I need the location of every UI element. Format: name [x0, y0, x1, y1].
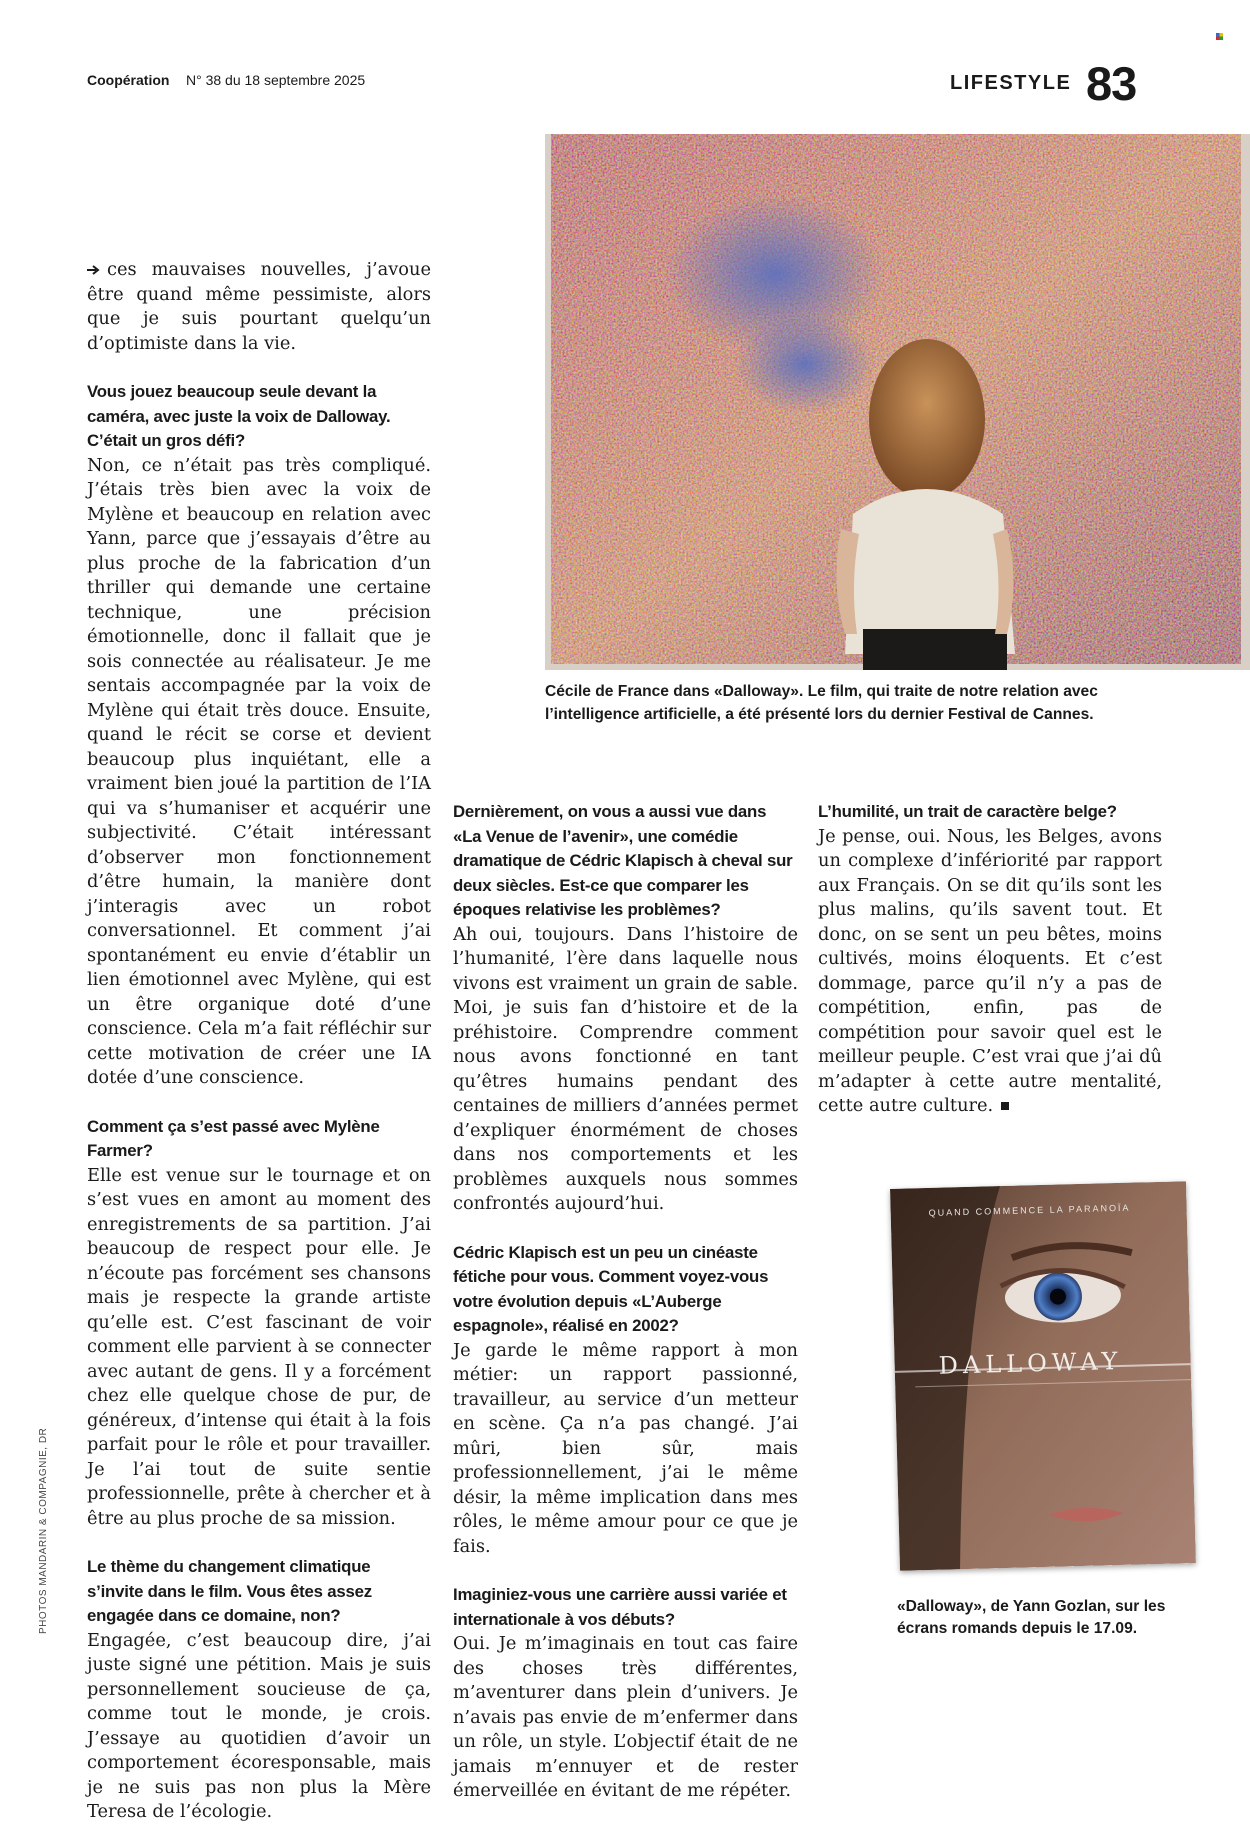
- article-column-1: [87, 258, 431, 1825]
- paragraph-text: ces mauvaises nouvelles, j’avoue être quand même pessimiste, alors que je suis pourtant quelqu’un d’optimiste dans la vie.: [87, 259, 431, 354]
- interview-question: Imaginiez-vous une carrière aussi variée et internationale à vos débuts?: [453, 1585, 787, 1629]
- interview-question: L’humilité, un trait de caractère belge?: [818, 802, 1117, 821]
- interview-answer: [818, 825, 1162, 1119]
- page-number: 83: [1086, 57, 1137, 110]
- interview-answer: Elle est venue sur le tournage et on s’est vues en amont au moment des enregistrements de sa partition. J’ai beaucoup de respect pour elle. Je n’écoute pas forcément ses chansons mais je respecte la grande artiste qu’elle est. C’est fascinant de voir comment elle parvient à se connecter avec autant de gens. Il y a forcément chez elle quelque chose de pur, de généreux, d’intense qui était à la fois parfait pour le rôle et pour travailler. Je l’ai tout de suite sentie professionnelle, prête à chercher et à être au plus proche de sa mission.: [87, 1164, 431, 1529]
- answer-text: Je pense, oui. Nous, les Belges, avons un complexe d’infériorité par rapport aux Français. On se dit qu’ils sont les plus malins, qu’ils savent tout. Et donc, on se sent un peu bêtes, moins cultivés, moins éloquents. Et c’est dommage, parce qu’il n’y a pas de compétition, enfin, pas de compétition pour savoir quel est le meilleur peuple. C’est vrai que j’ai dû m’adapter à cette autre mentalité, cette autre culture.: [818, 825, 1162, 1116]
- paragraph: [87, 258, 431, 356]
- interview-answer: Engagée, c’est beaucoup dire, j’ai juste signé une pétition. Mais je suis personnellement soucieuse de ça, comme tout le monde, je crois. J’essaye au quotidien d’avoir un comportement écoresponsable, mais je ne suis pas non plus la Mère Teresa de l’écologie.: [87, 1629, 431, 1822]
- film-still-photo: [545, 134, 1250, 670]
- interview-question: Le thème du changement climatique s’invite dans le film. Vous êtes assez engagée dans ce domaine, non?: [87, 1557, 372, 1625]
- end-of-article-icon: [1001, 1102, 1009, 1110]
- interview-question: Cédric Klapisch est un peu un cinéaste fétiche pour vous. Comment voyez-vous votre évolution depuis «L’Auberge espagnole», réalisé en 2002?: [453, 1242, 769, 1335]
- interview-answer: Non, ce n’était pas très compliqué. J’étais très bien avec la voix de Mylène et beaucoup en relation avec Yann, parce que j’essayais d’être au plus proche de la fabrication d’un thriller qui demande une certaine technique, une précision émotionnelle, donc il fallait que je sois connectée au réalisateur. Je me sentais accompagnée par la voix de Mylène qui était très douce. Ensuite, quand le récit se corse et devient beaucoup plus inquiétant, elle a vraiment bien joué la partition de l’IA qui va s’humaniser et acquérir une subjectivité. C’était intéressant d’observer mon fonctionnement d’être humain, la manière dont j’interagis avec un robot conversationnel. Et comment j’ai spontanément eu envie d’établir un lien émotionnel avec Mylène, qui est un être organique doté d’une conscience. Cela m’a fait réfléchir sur cette motivation de créer une IA dotée d’une conscience.: [87, 454, 431, 1088]
- interview-answer: Oui. Je m’imaginais en tout cas faire des choses très différentes, m’aventurer dans plein d’univers. Je n’avais pas envie de m’enfermer dans un rôle, un style. L’objectif était de ne jamais m’ennuyer et de rester émerveillée en évitant de me répéter.: [453, 1633, 798, 1801]
- continuation-arrow-icon: [87, 265, 101, 275]
- poster-tagline: QUAND COMMENCE LA PARANOÏA: [928, 1202, 1131, 1218]
- interview-question: Vous jouez beaucoup seule devant la caméra, avec juste la voix de Dalloway. C’était un gros défi?: [87, 382, 391, 450]
- publication-name: Coopération: [87, 72, 170, 88]
- interview-question: Comment ça s’est passé avec Mylène Farmer?: [87, 1116, 380, 1160]
- print-mark-icon: [1216, 33, 1223, 40]
- poster-title: DALLOWAY: [938, 1346, 1123, 1380]
- section-title: LIFESTYLE: [950, 72, 1072, 94]
- interview-answer: Ah oui, toujours. Dans l’histoire de l’humanité, l’ère dans laquelle nous vivons est vraiment un grain de sable. Moi, je suis fan d’histoire et de la préhistoire. Comprendre comment nous avons fonctionné en tant qu’êtres humains pendant des centaines de milliers d’années permet d’expliquer énormément de choses dans nos comportements et les problèmes auxquels nous sommes confrontés aujourd’hui.: [453, 923, 798, 1214]
- photo-credit: PHOTOS MANDARIN & COMPAGNIE, DR: [38, 1427, 49, 1634]
- interview-answer: Je garde le même rapport à mon métier: un rapport passionné, travailleur, au service d’un metteur en scène. Ça n’a pas changé. J’ai mûri, bien sûr, mais professionnellement, j’ai le même désir, la même implication dans mes rôles, le même amour pour ce que je fais.: [453, 1339, 798, 1557]
- poster-caption: «Dalloway», de Yann Gozlan, sur les écrans romands depuis le 17.09.: [897, 1598, 1166, 1637]
- movie-poster: [890, 1181, 1196, 1571]
- article-column-2: [453, 800, 798, 1804]
- photo-caption: Cécile de France dans «Dalloway». Le film, qui traite de notre relation avec l’intelligence artificielle, a été présenté lors du dernier Festival de Cannes.: [545, 683, 1098, 723]
- article-column-3: [818, 800, 1162, 1119]
- issue-date: N° 38 du 18 septembre 2025: [186, 72, 366, 88]
- interview-question: Dernièrement, on vous a aussi vue dans «La Venue de l’avenir», une comédie dramatique de Cédric Klapisch à cheval sur deux siècles. Est-ce que comparer les époques relativise les problèmes?: [453, 802, 793, 919]
